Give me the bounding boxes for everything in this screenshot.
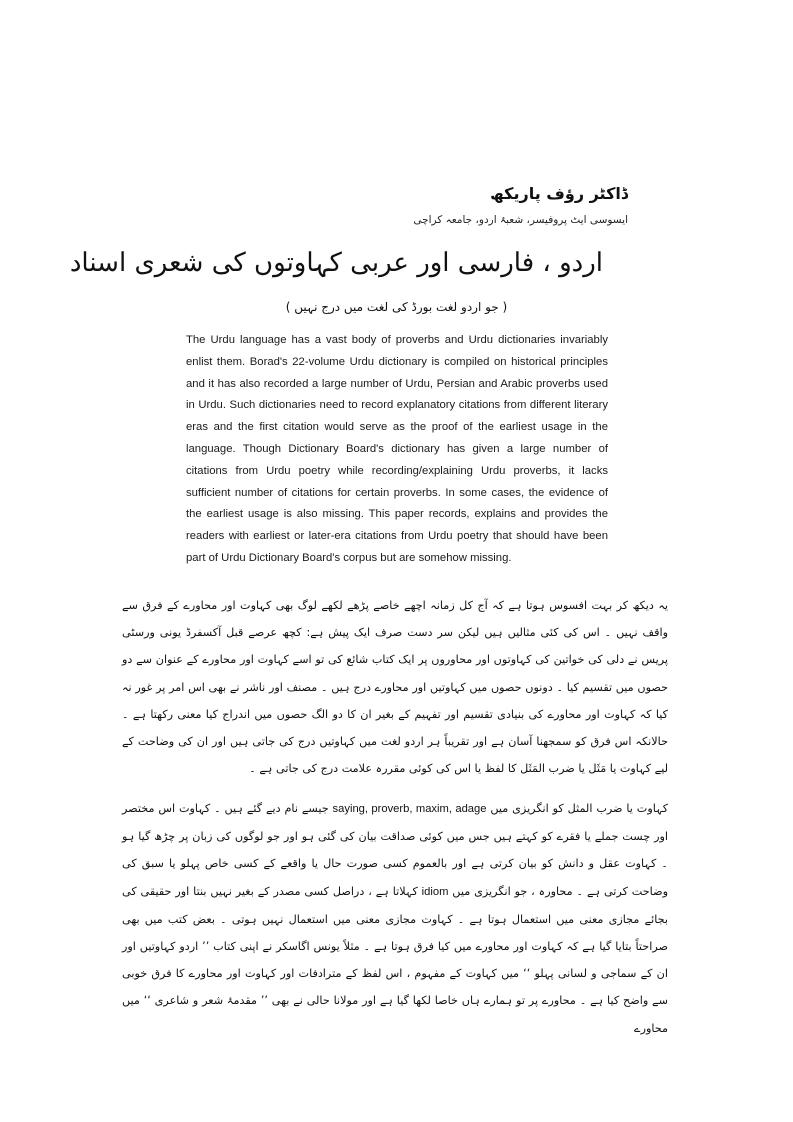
english-term-idiom: idiom — [421, 885, 449, 898]
author-affiliation: ایسوسی ایٹ پروفیسر، شعبۂ اردو، جامعہ کراچی — [413, 214, 628, 226]
english-abstract: The Urdu language has a vast body of proverbs and Urdu dictionaries invariably enlist them. Borad's 22-volume Urdu dictionary is compiled on historical principles and it has also recorded a large number of Urdu, Persian and Arabic proverbs used in Urdu. Such dictionaries need to record explanatory citations from different literary eras and the first citation would serve as the proof of the earliest usage in the language. Though Dictionary Board's dictionary has given a large number of citations from Urdu poetry while recording/explaining Urdu proverbs, it lacks sufficient number of citations for certain proverbs. In some cases, the evidence of the earliest usage is also missing. This paper records, explains and provides the readers with earliest or later-era citations from Urdu poetry that should have been part of Urdu Dictionary Board's corpus but are somehow missing. — [186, 334, 608, 564]
article-title: اردو ، فارسی اور عربی کہاوتوں کی شعری اسناد — [69, 248, 603, 278]
english-terms: saying, proverb, maxim, adage — [332, 803, 487, 815]
body-paragraph-1: یہ دیکھ کر بہت افسوس ہوتا ہے کہ آج کل زمانہ اچھے خاصے پڑھے لکھے لوگ بھی کہاوت اور محاورے کے فرق سے واقف نہیں ۔ اس کی کئی مثالیں ہیں لیکن سر دست صرف ایک پیش ہے: کچھ عرصے قبل آکسفرڈ یونی ورسٹی پریس نے دلی کی خواتین کی کہاوتوں اور محاوروں پر ایک کتاب شائع کی تو اسے کہاوت اور محاورے کے عنوان سے دو حصوں میں تقسیم کیا ۔ دونوں حصوں میں کہاوتیں اور محاورے درج ہیں ۔ مصنف اور ناشر نے بھی اس امر پر غور نہ کیا کہ کہاوت اور محاورے کی بنیادی تقسیم اور تفہیم کے بغیر ان کا دو الگ حصوں میں اندراج کیا معنی رکھتا ہے ۔ حالانکہ اس فرق کو سمجھنا آسان ہے اور تقریباً ہر اردو لغت میں کہاوتیں درج کی جاتی ہیں اور ان کی وضاحت کے لیے کہاوت یا مَثَل یا ضرب المَثَل کا لفظ یا اس کی کوئی مقررہ علامت درج کی جاتی ہے ۔ — [122, 599, 668, 776]
author-name: ڈاکٹر رؤف پاریکھ — [490, 184, 628, 203]
paragraph-2-rest: جیسے نام دیے گئے ہیں ۔ کہاوت اس مختصر اور چست جملے یا فقرے کو کہتے ہیں جس میں کوئی صداقت بیان کی گئی ہو اور جو لوگوں کی زبان پر چڑھ گیا ہو ۔ کہاوت عقل و دانش کو بیان کرتی ہے اور بالعموم کسی صورت حال یا واقعے کے کسی خاص پہلو یا سبق کی وضاحت کرتی ہے ۔ محاورہ ، جو انگریزی میں — [122, 802, 668, 898]
paragraph-2-end: کہلاتا ہے ، دراصل کسی مصدر کے بغیر نہیں بنتا اور حقیقی کی بجائے مجازی معنی میں استعمال ہوتا ہے ۔ کہاوت مجازی معنی میں استعمال نہیں ہوتی ۔ بعض کتب میں بھی صراحتاً بتایا گیا ہے کہ کہاوت اور محاورے میں کیا فرق ہوتا ہے ۔ مثلاً یونس اگاسکر نے اپنی کتاب ’’ اردو کہاوتیں اور ان کے سماجی و لسانی پہلو ‘‘ میں کہاوت کے مفہوم ، اس لفظ کے مترادفات اور کہاوت اور محاورے کا فرق خوبی سے واضح کیا ہے ۔ محاورے پر تو ہمارے ہاں خاصا لکھا گیا ہے اور مولانا حالی نے بھی ’’ مقدمۂ شعر و شاعری ‘‘ میں محاورے — [122, 884, 668, 1035]
paragraph-2-intro: کہاوت یا ضرب المثل کو انگریزی میں — [490, 802, 669, 815]
body-paragraph-2 — [122, 795, 668, 1042]
article-subtitle: ( جو اردو لغت بورڈ کی لغت میں درج نہیں ) — [285, 300, 508, 314]
